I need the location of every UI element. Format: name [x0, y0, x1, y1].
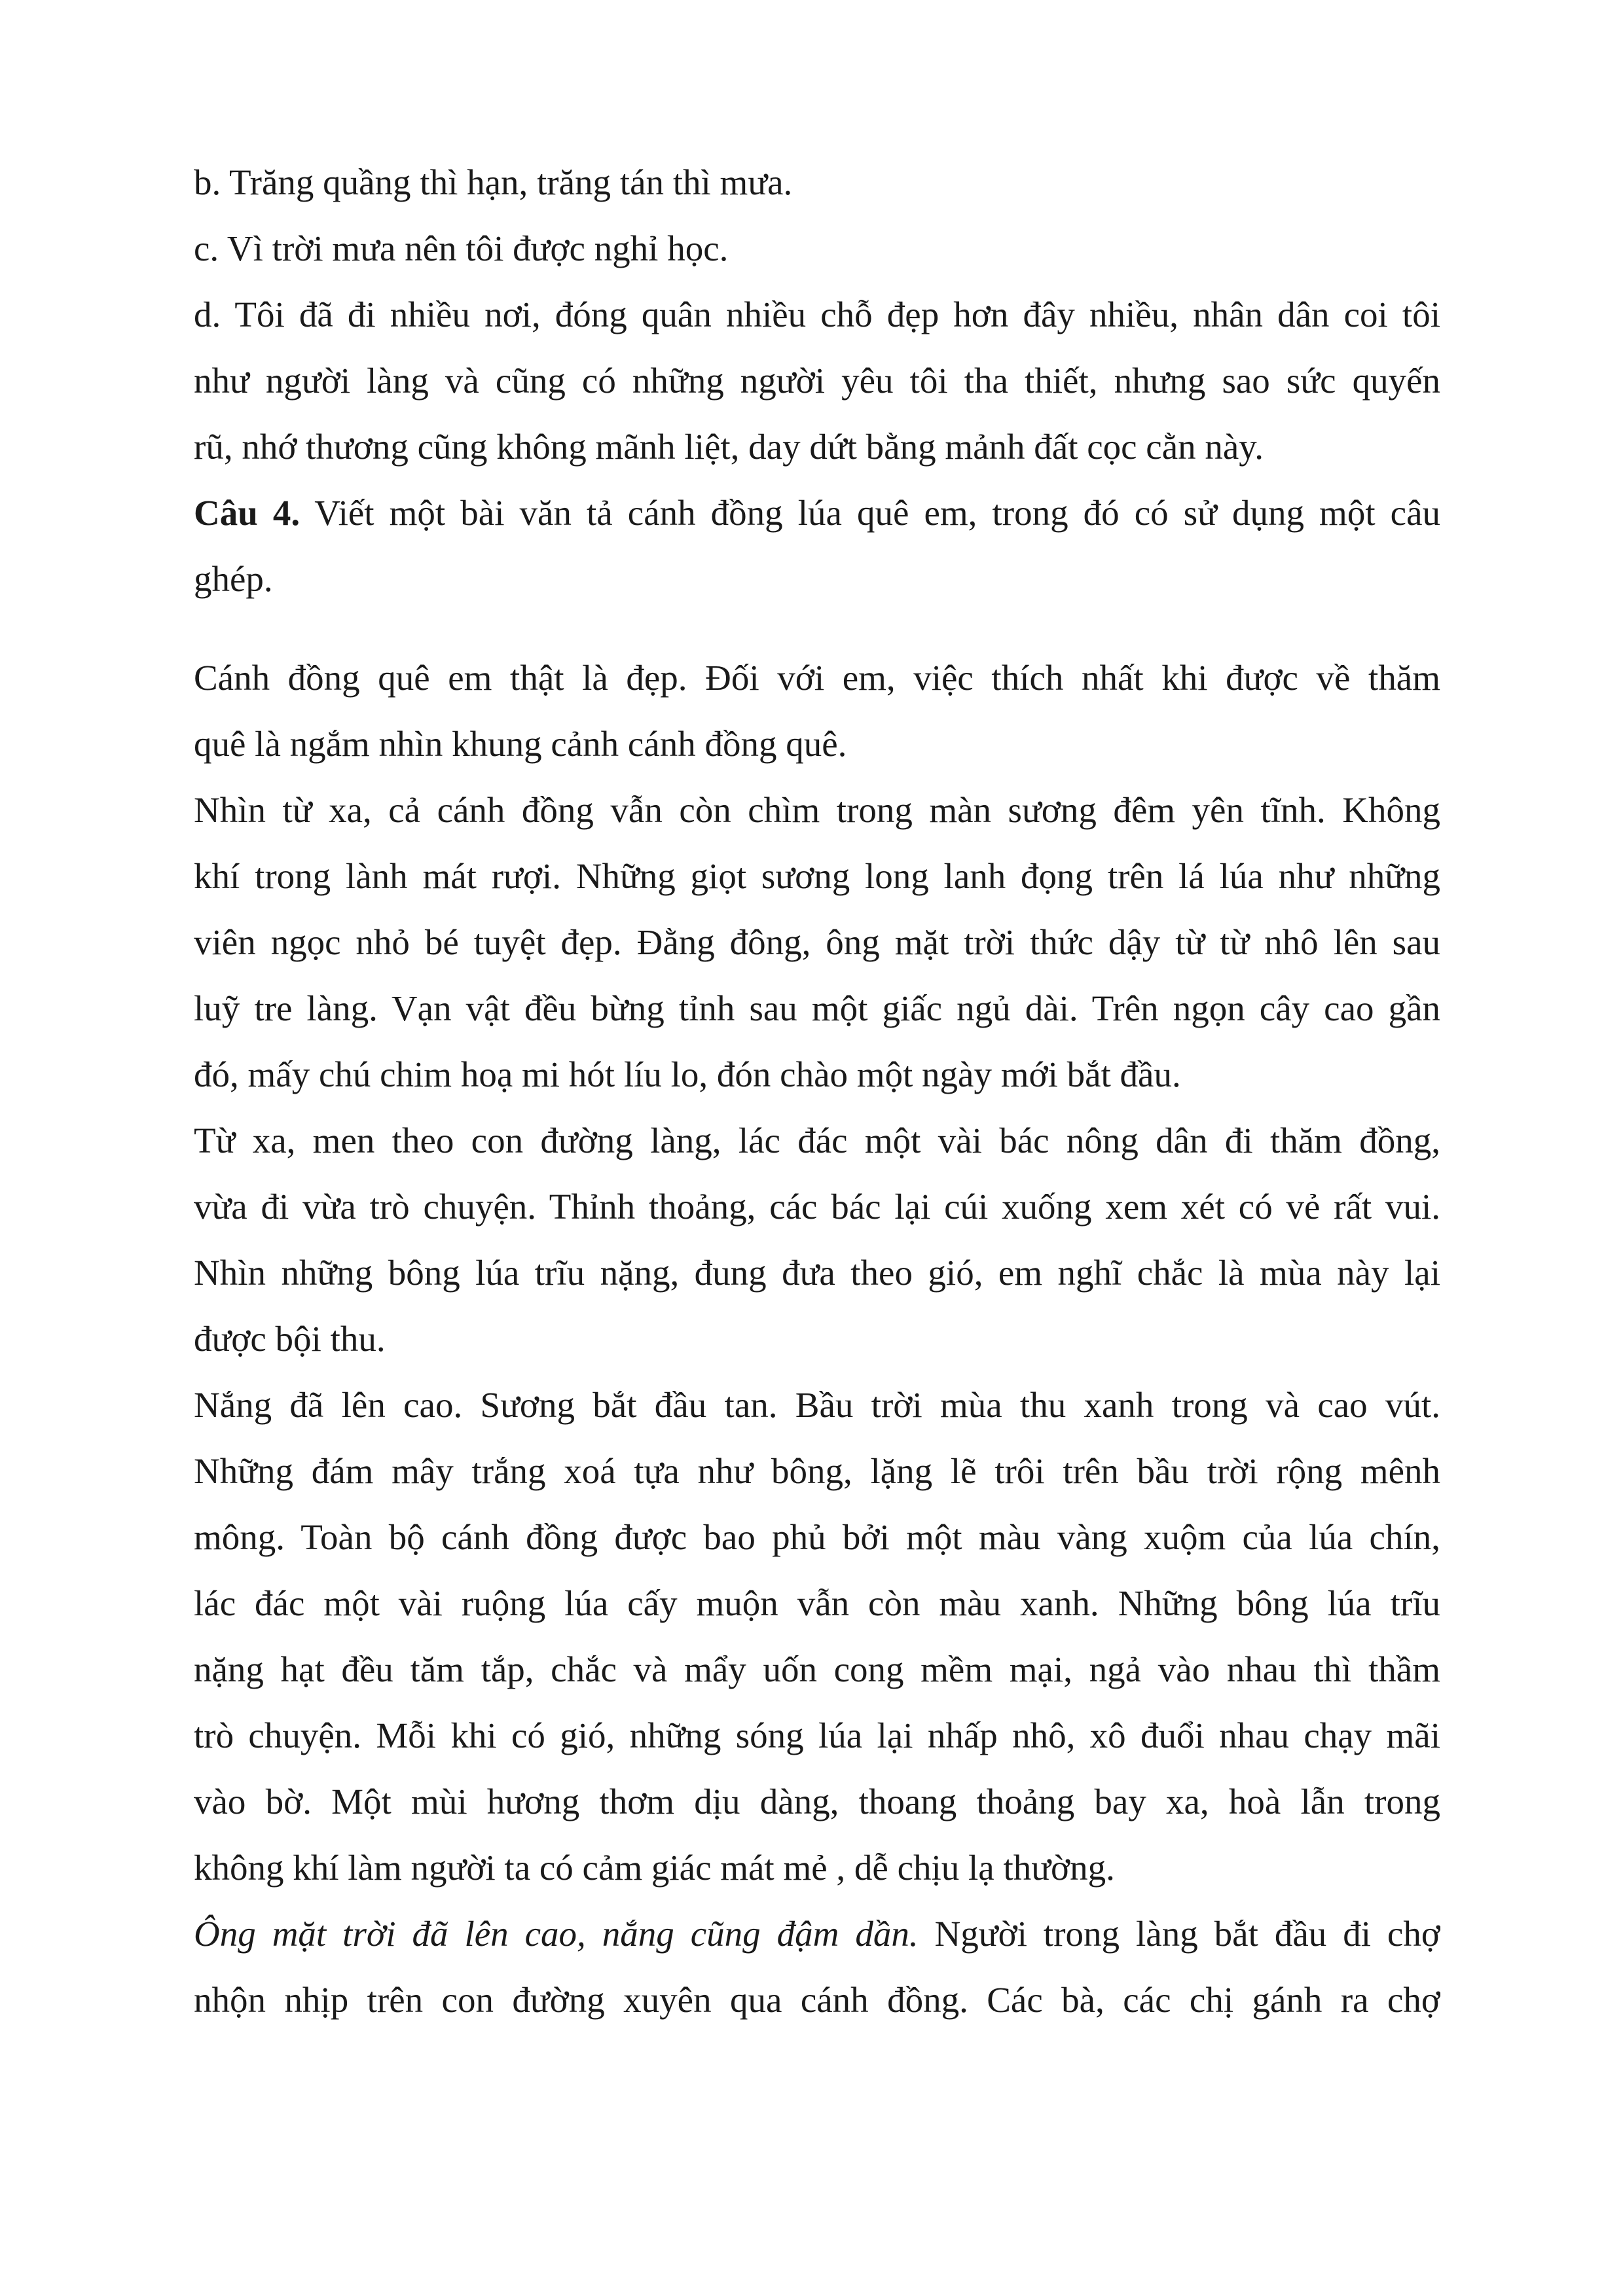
essay-p4-line-8: không khí làm người ta có cảm giác mát mẻ , dễ chịu lạ thường.: [194, 1848, 1115, 1888]
essay-p4-line-4: lác đác một vài ruộng lúa cấy muộn vẫn còn màu xanh. Những bông lúa trĩu: [194, 1583, 1440, 1623]
essay-p2-line-2: khí trong lành mát rượi. Những giọt sương long lanh đọng trên lá lúa như những: [194, 856, 1440, 896]
essay-p4-line-5: nặng hạt đều tăm tắp, chắc và mẩy uốn cong mềm mại, ngả vào nhau thì thầm: [194, 1649, 1440, 1689]
answer-d-line-2: như người làng và cũng có những người yêu tôi tha thiết, nhưng sao sức quyến: [194, 361, 1440, 401]
essay-p4-line-7: vào bờ. Một mùi hương thơm dịu dàng, thoang thoảng bay xa, hoà lẫn trong: [194, 1782, 1440, 1821]
essay-p5-rest: Người trong làng bắt đầu đi chợ: [918, 1914, 1440, 1954]
question-4-label: Câu 4.: [194, 493, 301, 533]
essay-p2-line-1: Nhìn từ xa, cả cánh đồng vẫn còn chìm trong màn sương đêm yên tĩnh. Không: [194, 790, 1440, 830]
essay-p2-line-3: viên ngọc nhỏ bé tuyệt đẹp. Đằng đông, ông mặt trời thức dậy từ từ nhô lên sau: [194, 922, 1440, 962]
essay-p3-line-1: Từ xa, men theo con đường làng, lác đác một vài bác nông dân đi thăm đồng,: [194, 1121, 1440, 1160]
essay-p2-line-5: đó, mấy chú chim hoạ mi hót líu lo, đón chào một ngày mới bắt đầu.: [194, 1054, 1181, 1094]
answer-d-line-1: d. Tôi đã đi nhiều nơi, đóng quân nhiều chỗ đẹp hơn đây nhiều, nhân dân coi tôi: [194, 295, 1440, 334]
essay-p4-line-3: mông. Toàn bộ cánh đồng được bao phủ bởi một màu vàng xuộm của lúa chín,: [194, 1517, 1440, 1557]
document-body: [194, 149, 1440, 2033]
essay-p1-line-2: quê là ngắm nhìn khung cảnh cánh đồng quê.: [194, 724, 847, 764]
answer-b: b. Trăng quầng thì hạn, trăng tán thì mưa.: [194, 162, 793, 202]
question-4-text: Viết một bài văn tả cánh đồng lúa quê em, trong đó có sử dụng một câu: [300, 493, 1440, 533]
essay-p3-line-3: Nhìn những bông lúa trĩu nặng, đung đưa theo gió, em nghĩ chắc là mùa này lại: [194, 1253, 1440, 1293]
question-4-line-1: [194, 480, 1440, 546]
paragraph-gap: [194, 612, 1440, 645]
essay-p1-line-1: Cánh đồng quê em thật là đẹp. Đối với em, việc thích nhất khi được về thăm: [194, 658, 1440, 698]
essay-p5-line-2: nhộn nhịp trên con đường xuyên qua cánh đồng. Các bà, các chị gánh ra chợ: [194, 1980, 1440, 2020]
essay-p4-line-6: trò chuyện. Mỗi khi có gió, những sóng lúa lại nhấp nhô, xô đuổi nhau chạy mãi: [194, 1715, 1440, 1755]
essay-p5-italic: Ông mặt trời đã lên cao, nắng cũng đậm dần.: [194, 1914, 919, 1954]
answer-d-line-3: rũ, nhớ thương cũng không mãnh liệt, day dứt bằng mảnh đất cọc cằn này.: [194, 427, 1264, 467]
essay-p3-line-2: vừa đi vừa trò chuyện. Thỉnh thoảng, các bác lại cúi xuống xem xét có vẻ rất vui.: [194, 1187, 1440, 1227]
essay-p2-line-4: luỹ tre làng. Vạn vật đều bừng tỉnh sau một giấc ngủ dài. Trên ngọn cây cao gần: [194, 988, 1440, 1028]
answer-c: c. Vì trời mưa nên tôi được nghỉ học.: [194, 228, 729, 268]
essay-p3-line-4: được bội thu.: [194, 1319, 386, 1359]
question-4-line-2: ghép.: [194, 559, 273, 599]
essay-p4-line-1: Nắng đã lên cao. Sương bắt đầu tan. Bầu trời mùa thu xanh trong và cao vút.: [194, 1385, 1440, 1425]
essay-p4-line-2: Những đám mây trắng xoá tựa như bông, lặng lẽ trôi trên bầu trời rộng mênh: [194, 1451, 1440, 1491]
essay-p5-line-1: [194, 1901, 1440, 1967]
